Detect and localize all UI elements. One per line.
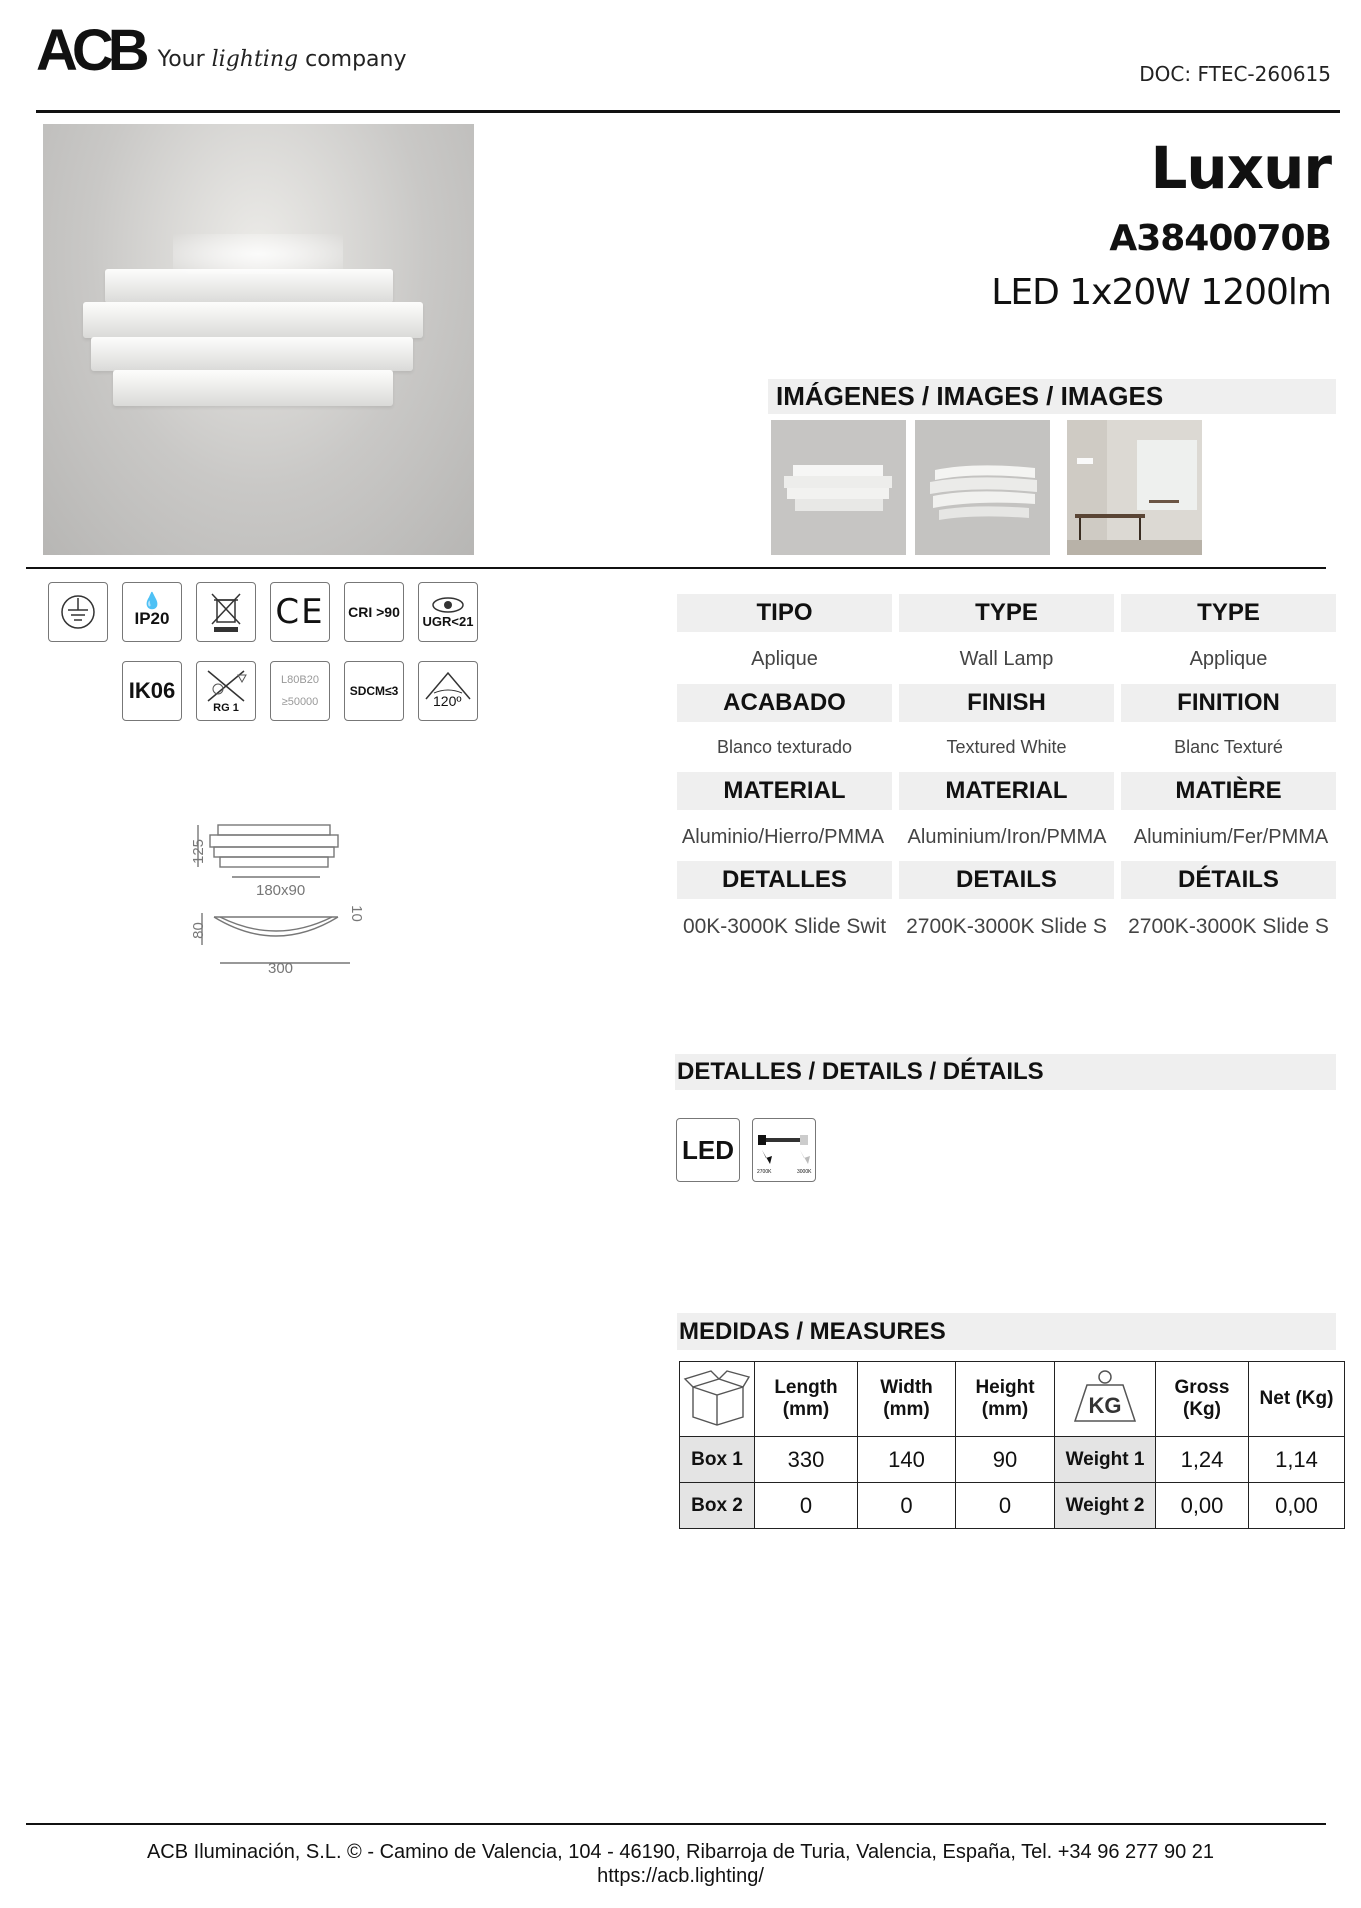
height-value: 90	[956, 1437, 1055, 1483]
slider-right-label: 3000K	[797, 1169, 812, 1175]
dim-height-front: 125	[190, 838, 208, 865]
spec-value: Textured White	[946, 736, 1067, 757]
gross-value: 0,00	[1156, 1483, 1249, 1529]
spec-header: TYPE	[899, 594, 1114, 632]
cri-label: CRI >90	[348, 604, 400, 620]
net-value: 1,14	[1249, 1437, 1345, 1483]
weight-label: Weight 1	[1055, 1437, 1156, 1483]
ip-rating-icon	[122, 582, 182, 642]
kg-label: KG	[1088, 1393, 1122, 1418]
risk-group-label: RG 1	[213, 701, 239, 714]
lifetime-icon	[270, 661, 330, 721]
beam-angle-label: 120º	[433, 693, 462, 709]
footer-website-link[interactable]: https://acb.lighting/	[597, 1865, 764, 1887]
spec-value: Aluminium/Fer/PMMA	[1133, 825, 1329, 848]
ip-rating-label: IP20	[134, 609, 170, 628]
product-main-photo[interactable]	[43, 124, 474, 555]
details-section-title: DETALLES / DETAILS / DÉTAILS	[675, 1054, 1336, 1090]
ground-class-icon	[48, 582, 108, 642]
product-spec: LED 1x20W 1200lm	[991, 272, 1331, 313]
spec-value: Wall Lamp	[959, 647, 1054, 670]
ik-rating-icon	[122, 661, 182, 721]
box-label: Box 2	[680, 1483, 755, 1529]
product-code: A3840070B	[1109, 218, 1331, 259]
lamp-thumbnail-image	[771, 420, 906, 555]
lifetime-bottom-label: ≥50000	[281, 696, 319, 708]
room-scene-thumbnail-image	[1067, 420, 1202, 555]
measures-section-title: MEDIDAS / MEASURES	[677, 1313, 1336, 1350]
ce-mark-label: CE	[275, 592, 325, 632]
sdcm-label: SDCM≤3	[349, 684, 399, 698]
beam-angle-icon	[418, 661, 478, 721]
spec-value: Blanco texturado	[716, 736, 853, 757]
spec-header: FINISH	[899, 684, 1114, 722]
width-value: 140	[858, 1437, 956, 1483]
measures-table	[679, 1361, 1345, 1529]
col-length: Length (mm)	[755, 1362, 858, 1437]
cct-slide-switch-icon	[752, 1118, 816, 1182]
col-gross: Gross (Kg)	[1156, 1362, 1249, 1437]
spec-value: Aplique	[751, 647, 818, 670]
logo-mark: ACB	[36, 18, 144, 83]
spec-value: Applique	[1189, 647, 1268, 670]
spec-header: DETAILS	[899, 861, 1114, 899]
beam-cone-icon	[420, 663, 476, 719]
ugr-eye-icon	[418, 582, 478, 642]
dim-depth-edge: 10	[347, 905, 365, 922]
brand-logo	[36, 18, 407, 83]
water-drops-icon: 💧	[142, 593, 162, 610]
gross-value: 1,24	[1156, 1437, 1249, 1483]
images-section-title: IMÁGENES / IMAGES / IMAGES	[768, 379, 1336, 414]
dim-height-side: 80	[189, 922, 207, 939]
tagline-pre: Your	[157, 47, 205, 72]
document-reference: DOC: FTEC-260615	[1139, 62, 1331, 86]
product-name: Luxur	[1150, 134, 1331, 202]
col-width: Width (mm)	[858, 1362, 956, 1437]
lifetime-top-label: L80B20	[281, 674, 319, 686]
spec-header: TYPE	[1121, 594, 1336, 632]
spec-value: Blanc Texturé	[1174, 736, 1283, 757]
spec-value: Aluminium/Iron/PMMA	[907, 825, 1107, 848]
weight-label: Weight 2	[1055, 1483, 1156, 1529]
section-divider	[26, 567, 1326, 569]
thumbnail-1[interactable]	[771, 420, 906, 555]
crossed-eye-lamp-icon	[204, 669, 248, 703]
spec-header: MATERIAL	[899, 772, 1114, 810]
cri-icon	[344, 582, 404, 642]
risk-group-icon	[196, 661, 256, 721]
eye-icon	[431, 596, 465, 614]
spec-value: 2700K-3000K Slide S	[906, 915, 1107, 938]
spec-header: FINITION	[1121, 684, 1336, 722]
sdcm-icon	[344, 661, 404, 721]
ce-mark-icon	[270, 582, 330, 642]
spec-header: DÉTAILS	[1121, 861, 1336, 899]
spec-header: MATERIAL	[677, 772, 892, 810]
ik-rating-label: IK06	[128, 678, 176, 703]
col-height: Height (mm)	[956, 1362, 1055, 1437]
box-icon	[680, 1362, 755, 1437]
slider-left-label: 2700K	[757, 1169, 772, 1175]
footer-address: ACB Iluminación, S.L. © - Camino de Valencia, 104 - 46190, Ribarroja de Turia, Valencia, España, Tel. +34 96 277 90 21	[146, 1841, 1215, 1863]
spec-value: Aluminio/Hierro/PMMA	[681, 825, 885, 848]
spec-header: DETALLES	[677, 861, 892, 899]
footer-divider	[26, 1823, 1326, 1825]
kg-weight-icon	[1055, 1362, 1156, 1437]
dim-length: 300	[268, 960, 294, 977]
thumbnail-2[interactable]	[915, 420, 1050, 555]
dim-mount: 180x90	[256, 882, 306, 899]
width-value: 0	[858, 1483, 956, 1529]
lamp-angle-thumbnail-image	[915, 420, 1050, 555]
length-value: 330	[755, 1437, 858, 1483]
ugr-label: UGR<21	[422, 613, 474, 629]
spec-header: TIPO	[677, 594, 892, 632]
col-net: Net (Kg)	[1249, 1362, 1345, 1437]
spec-header: ACABADO	[677, 684, 892, 722]
weee-bin-icon	[196, 582, 256, 642]
led-label: LED	[682, 1134, 734, 1165]
net-value: 0,00	[1249, 1483, 1345, 1529]
header-divider	[36, 110, 1340, 113]
tagline-script: lighting	[211, 47, 299, 72]
logo-tagline	[158, 47, 407, 72]
box-label: Box 1	[680, 1437, 755, 1483]
height-value: 0	[956, 1483, 1055, 1529]
spec-value: 2700K-3000K Slide S	[1128, 915, 1329, 938]
spec-value: 00K-3000K Slide Swit	[682, 915, 887, 938]
length-value: 0	[755, 1483, 858, 1529]
thumbnail-3[interactable]	[1067, 420, 1202, 555]
led-icon	[676, 1118, 740, 1182]
spec-header: MATIÈRE	[1121, 772, 1336, 810]
tagline-post: company	[305, 47, 407, 72]
